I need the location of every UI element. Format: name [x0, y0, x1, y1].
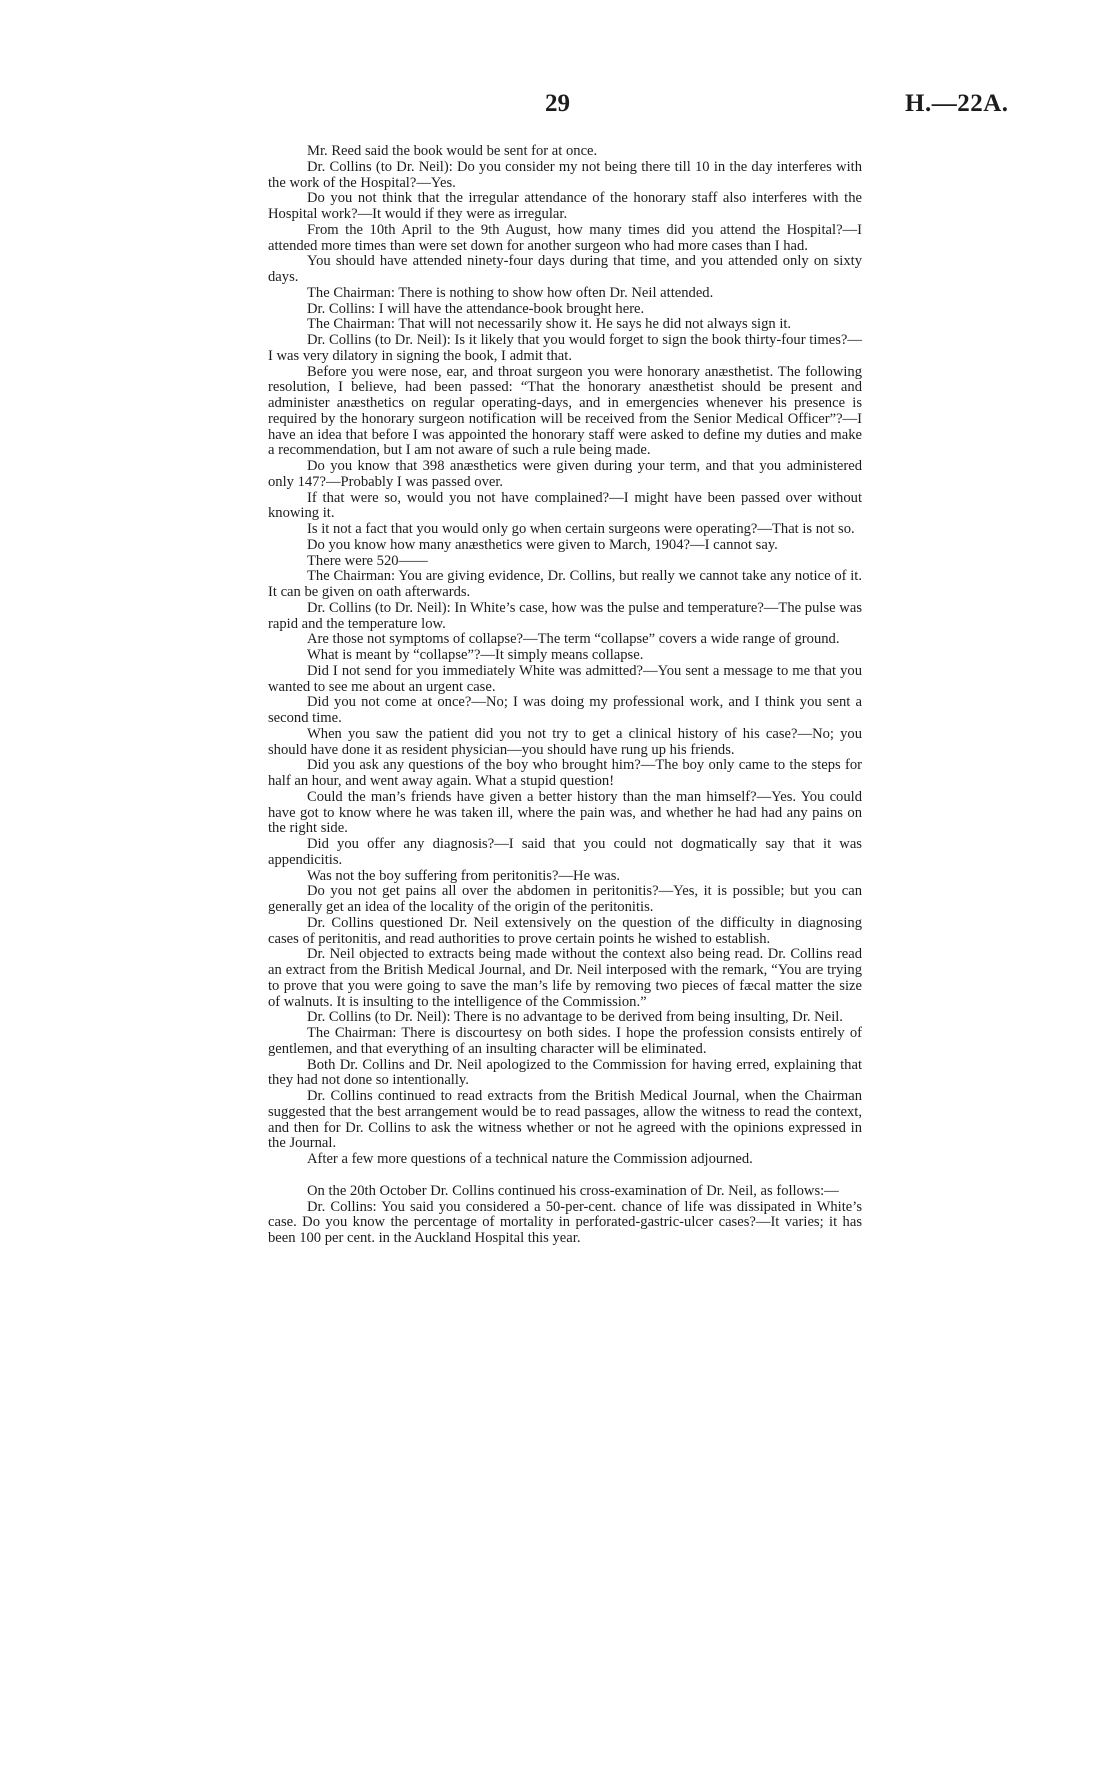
paragraph: Do you know how many anæsthetics were given to March, 1904?—I cannot say. [307, 536, 778, 553]
paragraph: Dr. Collins: You said you considered a 50-per-cent. chance of life was dissipated in White’s case. Do you know the percentage of mortality in perforated-gastric-ulcer cases?—It varies; it has been 100 per cent. in the Auckland Hospital this year. [268, 1198, 862, 1246]
paragraph: Dr. Collins (to Dr. Neil): In White’s case, how was the pulse and temperature?—The pulse was rapid and the temperature low. [268, 599, 862, 632]
paragraph: The Chairman: You are giving evidence, Dr. Collins, but really we cannot take any notice of it. It can be given on oath afterwards. [268, 568, 862, 600]
paragraph: Do you not think that the irregular attendance of the honorary staff also interferes with the Hospital work?—It would if they were as irregular. [268, 190, 862, 222]
paragraph: Mr. Reed said the book would be sent for at once. [307, 143, 598, 159]
paragraph: From the 10th April to the 9th August, how many times did you attend the Hospital?—I attended more times than were set down for another surgeon who had more cases than I had. [268, 221, 862, 254]
paragraph: When you saw the patient did you not try to get a clinical history of his case?—No; you should have done it as resident physician—you should have rung up his friends. [268, 725, 862, 758]
page-number: 29 [545, 90, 570, 117]
paragraph: Did I not send for you immediately White was admitted?—You sent a message to me that you wanted to see me about an urgent case. [268, 662, 862, 695]
paragraph: Are those not symptoms of collapse?—The term “collapse” covers a wide range of ground. [307, 631, 840, 648]
paragraph: Was not the boy suffering from peritonitis?—He was. [307, 867, 621, 884]
paragraph: You should have attended ninety-four days during that time, and you attended only on sixty days. [268, 253, 862, 285]
body-text [268, 144, 862, 1247]
paragraph: Is it not a fact that you would only go when certain surgeons were operating?—That is not so. [307, 521, 855, 537]
paragraph: On the 20th October Dr. Collins continued his cross-examination of Dr. Neil, as follows:— [307, 1182, 839, 1199]
paragraph: Do you not get pains all over the abdomen in peritonitis?—Yes, it is possible; but you can generally get an idea of the locality of the origin of the peritonitis. [268, 883, 862, 915]
paragraph: Do you know that 398 anæsthetics were given during your term, and that you administered only 147?—Probably I was passed over. [268, 458, 862, 490]
paragraph: Dr. Collins (to Dr. Neil): Do you consider my not being there till 10 in the day interferes with the work of the Hospital?—Yes. [268, 158, 862, 191]
paragraph: Dr. Collins questioned Dr. Neil extensively on the question of the difficulty in diagnosing cases of peritonitis, and read authorities to prove certain points he wished to establish. [268, 914, 862, 947]
paragraph: Both Dr. Collins and Dr. Neil apologized to the Commission for having erred, explaining that they had not done so intentionally. [268, 1056, 862, 1089]
paragraph: Did you offer any diagnosis?—I said that you could not dogmatically say that it was appendicitis. [268, 836, 862, 868]
paragraph: Dr. Collins: I will have the attendance-book brought here. [307, 300, 645, 317]
paragraph: There were 520—— [307, 552, 428, 569]
paragraph: Dr. Collins (to Dr. Neil): There is no advantage to be derived from being insulting, Dr. Neil. [307, 1009, 843, 1026]
paragraph: Dr. Collins continued to read extracts from the British Medical Journal, when the Chairman suggested that the best arrangement would be to read passages, allow the witness to read the context, and then for Dr. Collins to ask the witness whether or not he agreed with the opinions expressed in the Journal. [268, 1088, 862, 1152]
paragraph: If that were so, would you not have complained?—I might have been passed over without knowing it. [268, 489, 862, 522]
paragraph: The Chairman: There is discourtesy on both sides. I hope the profession consists entirely of gentlemen, and that everything of an insulting character will be eliminated. [268, 1025, 862, 1057]
paragraph: Before you were nose, ear, and throat surgeon you were honorary anæsthetist. The following resolution, I believe, had been passed: “That the honorary anæsthetist should be present and administer anæsthetics on regular operating-days, and in emergencies whenever his presence is required by the honorary surgeon notification will be received from the Senior Medical Officer”?—I have an idea that before I was appointed the honorary staff were asked to define my duties and make a recommendation, but I am not aware of such a rule being made. [268, 363, 862, 459]
page-header [0, 88, 1114, 128]
paragraph: The Chairman: That will not necessarily show it. He says he did not always sign it. [307, 316, 792, 333]
paragraph: What is meant by “collapse”?—It simply means collapse. [307, 647, 644, 663]
paragraph: Did you not come at once?—No; I was doing my professional work, and I think you sent a second time. [268, 694, 862, 726]
paragraph: After a few more questions of a technical nature the Commission adjourned. [307, 1151, 753, 1167]
paragraph: Could the man’s friends have given a better history than the man himself?—Yes. You could have got to know where he was taken ill, where the pain was, and whether he had had any pains on the right side. [268, 788, 862, 837]
paragraph: Dr. Neil objected to extracts being made without the context also being read. Dr. Collins read an extract from the British Medical Journal, and Dr. Neil interposed with the remark, “You are trying to prove that you were going to save the man’s life by removing two pieces of fæcal matter the size of walnuts. It is insulting to the intelligence of the Commission.” [268, 946, 862, 1010]
document-reference: H.—22A. [905, 90, 1009, 117]
paragraph: The Chairman: There is nothing to show how often Dr. Neil attended. [307, 284, 714, 301]
paragraph: Dr. Collins (to Dr. Neil): Is it likely that you would forget to sign the book thirty-four times?—I was very dilatory in signing the book, I admit that. [268, 332, 862, 364]
paragraph: Did you ask any questions of the boy who brought him?—The boy only came to the steps for half an hour, and went away again. What a stupid question! [268, 757, 862, 789]
